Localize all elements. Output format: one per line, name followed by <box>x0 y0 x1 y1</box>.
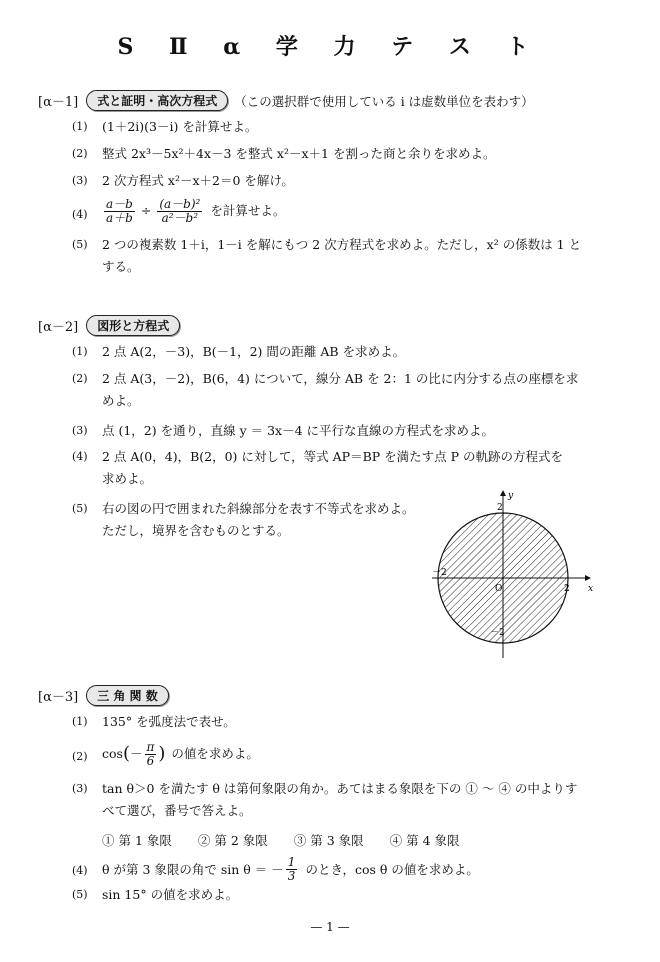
question-2-5: (5) 右の図の円で囲まれた斜線部分を表す不等式を求めよ。 ただし，境界を含むものとする。 <box>72 501 415 538</box>
section-label: 式と証明・高次方程式 <box>86 90 228 111</box>
question-1-4: (4) $\frac{a-b}{a+b}$ ÷ $\frac{\text{(a－b)²}}{\text{a²－b²}}$ を計算せよ。 <box>72 196 286 225</box>
circle-figure <box>430 488 605 663</box>
question-1-1: (1) (1＋2i)(3－i) を計算せよ。 <box>72 119 258 134</box>
question-2-4: (4) 2 点 A(0，4)，B(2，0) に対して，等式 AP＝BP を満たす点 P の軌跡の方程式を 求めよ。 <box>72 449 563 486</box>
x-axis-label: x <box>588 584 594 594</box>
choice: ② 第 2 象限 <box>197 833 268 848</box>
section-3-header: [α－3] 三 角 関 数 <box>38 685 175 706</box>
question-1-2: (2) 整式 2x³－5x²＋4x－3 を整式 x²－x＋1 を割った商と余りを求めよ。 <box>72 146 496 161</box>
question-3-1: (1) 135° を弧度法で表せ。 <box>72 714 236 729</box>
section-2-header: [α－2] 図形と方程式 <box>38 315 186 336</box>
question-2-3: (3) 点 (1，2) を通り，直線 y ＝ 3x－4 に平行な直線の方程式を求めよ。 <box>72 423 495 438</box>
question-2-1: (1) 2 点 A(2，－3)，B(－1，2) 間の距離 AB を求めよ。 <box>72 344 406 359</box>
fraction: $\frac{\text{(a－b)²}}{\text{a²－b²}}$ <box>159 196 201 225</box>
choice: ① 第 1 象限 <box>102 833 172 848</box>
section-number: [α－1] <box>38 95 79 110</box>
origin-label: O <box>495 584 503 594</box>
question-3-5: (5) sin 15° の値を求めよ。 <box>72 887 239 902</box>
choice: ④ 第 4 象限 <box>389 833 460 848</box>
section-label: 図形と方程式 <box>86 315 180 336</box>
question-2-2: (2) 2 点 A(3，－2)，B(6，4) について，線分 AB を 2：1 の比に内分する点の座標を求 めよ。 <box>72 371 579 408</box>
tick-left: －2 <box>432 568 447 578</box>
question-3-4: (4) θ が第 3 象限の角で sin θ ＝ － $\frac{1}{3}$ のとき，cos θ の値を求めよ。 <box>72 855 479 883</box>
page-title: S Ⅱ α 学 力 テ ス ト <box>117 34 543 60</box>
question-1-5: (5) 2 つの複素数 1＋i，1－i を解にもつ 2 次方程式を求めよ。ただし，x² の係数は 1 と する。 <box>72 237 582 274</box>
question-1-3: (3) 2 次方程式 x²－x＋2＝0 を解け。 <box>72 173 294 188</box>
fraction: $\frac{a-b}{a+b}$ <box>106 196 133 225</box>
tick-right: 2 <box>564 584 570 594</box>
section-label: 三 角 関 数 <box>86 685 169 706</box>
choice: ③ 第 3 象限 <box>293 833 364 848</box>
question-3-2: (2) cos ( － $\frac{\pi}{6}$ ) の値を求めよ。 <box>72 739 259 768</box>
page-number: — 1 — <box>310 920 350 934</box>
section-1-header <box>38 90 534 111</box>
section-note: （この選択群で使用している i は虚数単位を表わす） <box>234 93 534 109</box>
tick-bottom: －2 <box>490 628 505 638</box>
y-axis-label: y <box>508 491 514 501</box>
question-3-3: (3) tan θ＞0 を満たす θ は第何象限の角か。あてはまる象限を下の ① ～ ④ の中よりす べて選び，番号で答えよ。 <box>72 781 578 818</box>
tick-top: 2 <box>497 503 503 513</box>
choice-list <box>102 830 486 852</box>
